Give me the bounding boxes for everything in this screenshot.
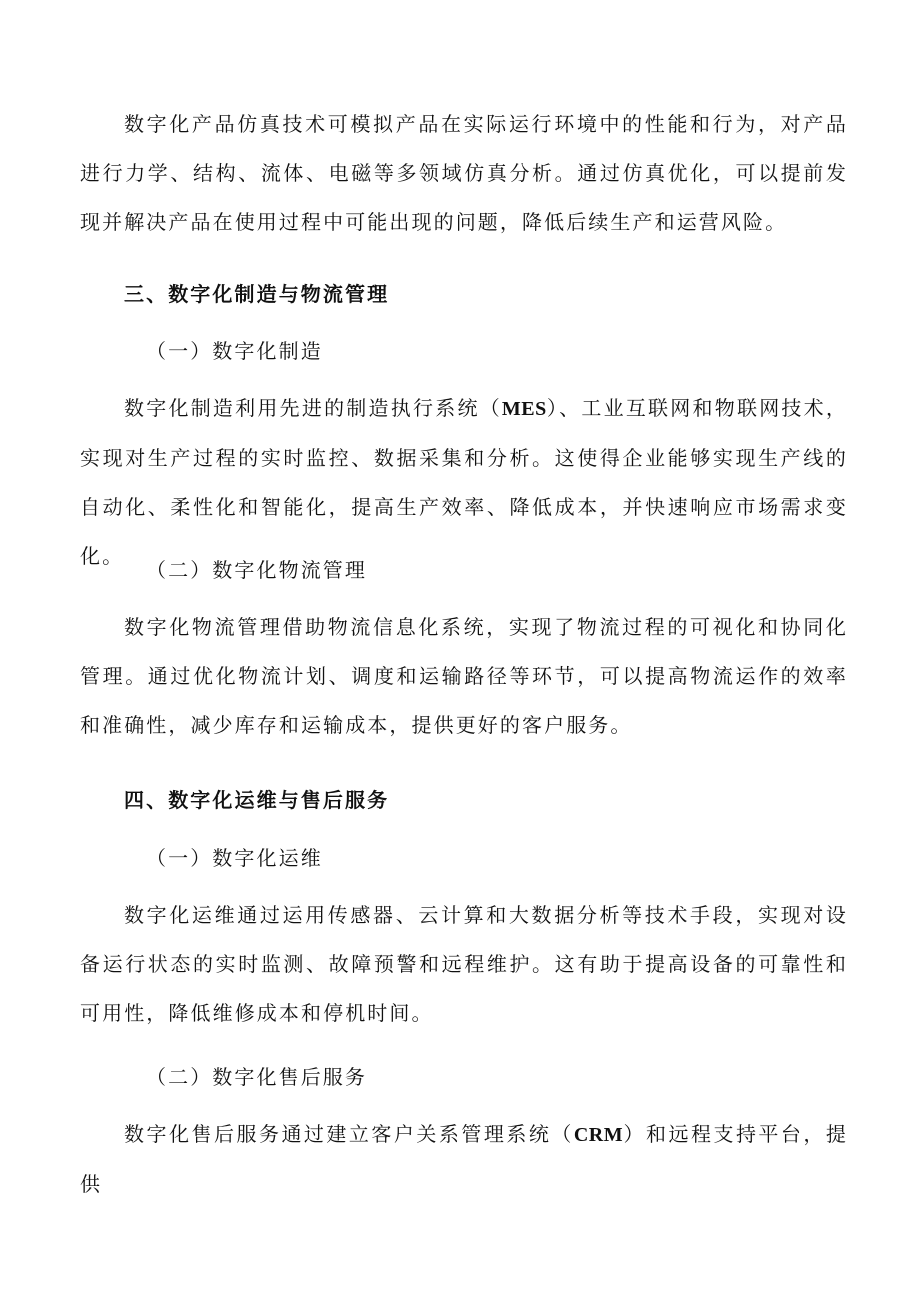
section-4-heading: 四、数字化运维与售后服务 <box>124 788 390 812</box>
section-4-2-paragraph <box>80 1110 848 1209</box>
crm-abbreviation: CRM <box>573 1124 624 1146</box>
section-3-heading: 三、数字化制造与物流管理 <box>124 282 390 306</box>
section-3-1-text-a: 数字化制造利用先进的制造执行系统（ <box>124 396 502 420</box>
section-4-2-heading: （二）数字化售后服务 <box>146 1065 367 1089</box>
intro-paragraph: 数字化产品仿真技术可模拟产品在实际运行环境中的性能和行为，对产品进行力学、结构、流体、电磁等多领域仿真分析。通过仿真优化，可以提前发现并解决产品在使用过程中可能出现的问题，降低后续生产和运营风险。 <box>80 112 848 234</box>
section-3-2-paragraph: 数字化物流管理借助物流信息化系统，实现了物流过程的可视化和协同化管理。通过优化物流计划、调度和运输路径等环节，可以提高物流运作的效率和准确性，减少库存和运输成本，提供更好的客户服务。 <box>80 615 848 737</box>
section-4-1-heading: （一）数字化运维 <box>146 846 323 870</box>
mes-abbreviation: MES <box>501 398 547 420</box>
section-3-2-heading: （二）数字化物流管理 <box>146 558 367 582</box>
section-3-1-text-b: ）、工业互联网和物联网技术，实现对生产过程的实时监控、数据采集和分析。这使得企业能够实现生产线的自动化、柔性化和智能化，提高生产效率、降低成本，并快速响应市场需求变化。 <box>80 396 848 568</box>
section-4-2-text-b: ）和远程支持平台，提供 <box>80 1122 849 1196</box>
section-4-2-text-a: 数字化售后服务通过建立客户关系管理系统（ <box>124 1122 574 1146</box>
section-4-1-paragraph: 数字化运维通过运用传感器、云计算和大数据分析等技术手段，实现对设备运行状态的实时监测、故障预警和远程维护。这有助于提高设备的可靠性和可用性，降低维修成本和停机时间。 <box>80 903 848 1025</box>
section-3-1-heading: （一）数字化制造 <box>146 339 323 363</box>
